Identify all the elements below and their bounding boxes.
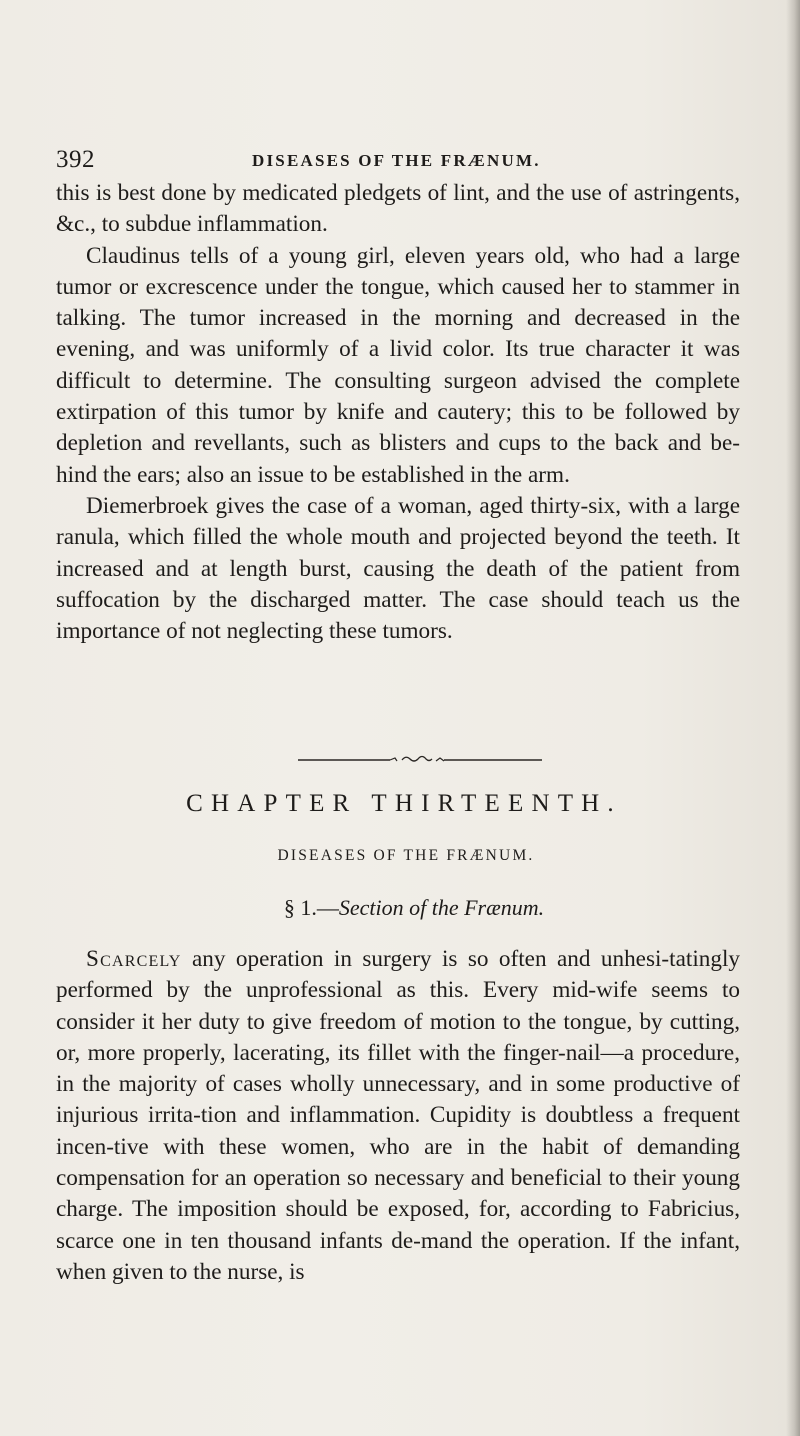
section-number: § 1.— (283, 895, 339, 920)
page-edge-shadow (786, 0, 800, 1436)
section-title: Section of the Frænum. (338, 895, 545, 920)
paragraph-scarcely-text: any operation in surgery is so often and unhesi-tatingly performed by the unprofessional as this. Every mid-wife seems to consider it her duty to give freedom of motion to the tongue, by cutting, or, more properly, lacerating, its fillet with the finger-nail—a procedure, in the majority of cases wholly unnecessary, and in some productive of injurious irrita-tion and inflammation. Cupidity is doubtless a frequent incen-tive with these women, who are in the habit of demanding compensation for an operation so necessary and beneficial to their young charge. The imposition should be exposed, for, according to Fabricius, scarce one in ten thousand infants de-mand the operation. If the infant, when given to the nurse, is (56, 946, 740, 1285)
running-head (0, 146, 800, 176)
section-heading (0, 895, 800, 921)
paragraph-diemerbroek: Diemerbroek gives the case of a woman, aged thirty-six, with a large ranula, which filled the whole mouth and projected beyond the teeth. It increased and at length burst, causing the death of the patient from suffocation by the discharged matter. The case should teach us the importance of not neglecting these tumors. (56, 492, 740, 645)
ornament-divider (298, 754, 542, 766)
running-title: DISEASES OF THE FRÆNUM. (252, 151, 541, 170)
paragraph-scarcely (56, 944, 740, 1288)
lead-word: Scarcely (86, 946, 182, 972)
body-text-block-1 (56, 178, 740, 647)
page-number: 392 (56, 146, 95, 173)
paragraph-claudinus: Claudinus tells of a young girl, eleven years old, who had a large tumor or excrescence under the tongue, which caused her to stammer in talking. The tumor increased in the morning and decreased in the evening, and was uniformly of a livid color. Its true character it was difficult to determine. The consulting surgeon advised the complete extirpation of this tumor by knife and cautery; this to be followed by depletion and revellants, such as blisters and cups to the back and be-hind the ears; also an issue to be established in the arm. (56, 242, 740, 488)
body-text-block-2 (56, 944, 740, 1288)
paragraph-continued: this is best done by medicated pledgets of lint, and the use of astringents, &c., to subdue inflammation. (56, 180, 740, 238)
chapter-heading: CHAPTER THIRTEENTH. (186, 790, 622, 817)
chapter-subtitle: DISEASES OF THE FRÆNUM. (277, 847, 535, 864)
